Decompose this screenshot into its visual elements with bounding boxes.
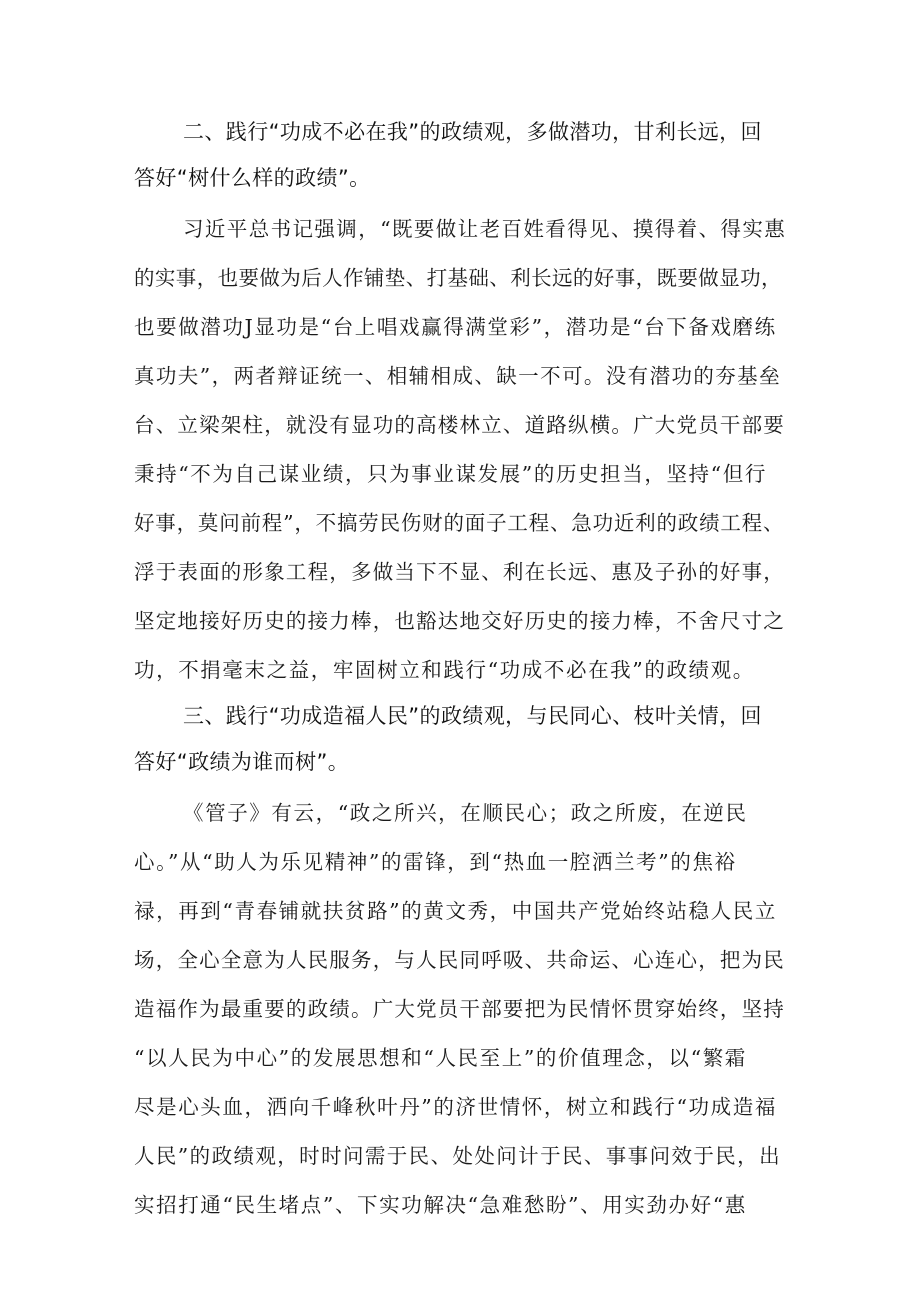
section3-heading-line-1: 三、践行“功成造福人民”的政绩观，与民同心、枝叶关情，回	[183, 704, 762, 728]
section2-heading-line-2: 答好“树什么样的政绩”。	[134, 166, 371, 190]
section3-heading-line-2: 答好“政绩为谁而树”。	[134, 750, 350, 774]
section3-body-line-9: 实招打通“民生堵点”、下实功解决“急难愁盼”、用实劲办好“惠	[134, 1193, 747, 1217]
section2-body-line-9: 坚定地接好历史的接力棒，也豁达地交好历史的接力棒，不舍尺寸之	[134, 609, 785, 633]
section3-body-line-2: 心。”从“助人为乐见精神”的雷锋，到“热血一腔洒兰考”的焦裕	[134, 850, 737, 874]
section2-heading-line-1: 二、践行“功成不必在我”的政绩观，多做潜功，甘利长远，回	[183, 120, 762, 144]
section2-body-line-1: 习近平总书记强调，“既要做让老百姓看得见、摸得着、得实惠	[183, 217, 787, 241]
section3-body-line-1: 《管子》有云，“政之所兴，在顺民心；政之所废，在逆民	[183, 801, 748, 825]
section2-body-line-2: 的实事，也要做为后人作铺垫、打基础、利长远的好事，既要做显功，	[134, 266, 782, 290]
section2-body-line-8: 浮于表面的形象工程，多做当下不显、利在长远、惠及子孙的好事，	[134, 560, 785, 584]
section2-body-line-7: 好事，莫问前程”，不搞劳民伤财的面子工程、急功近利的政绩工程、	[134, 511, 785, 535]
section2-body-line-4: 真功夫”，两者辩证统一、相辅相成、缺一不可。没有潜功的夯基垒	[134, 364, 781, 388]
section2-body-line-3: 也要做潜功J显功是“台上唱戏赢得满堂彩”，潜功是“台下备戏磨练	[134, 315, 777, 339]
section3-body-line-4: 场，全心全意为人民服务，与人民同呼吸、共命运、心连心，把为民	[134, 948, 785, 972]
section3-body-line-3: 禄，再到“青春铺就扶贫路”的黄文秀，中国共产党始终站稳人民立	[134, 899, 777, 923]
section3-body-line-6: “以人民为中心”的发展思想和“人民至上”的价值理念，以“繁霜	[134, 1046, 747, 1070]
section2-body-line-5: 台、立梁架柱，就没有显功的高楼林立、道路纵横。广大党员干部要	[134, 413, 785, 437]
section3-body-line-8: 人民”的政绩观，时时问需于民、处处问计于民、事事问效于民，出	[134, 1144, 781, 1168]
section3-body-line-5: 造福作为最重要的政绩。广大党员干部要把为民情怀贯穿始终，坚持	[134, 997, 785, 1021]
section3-body-line-7: 尽是心头血，洒向千峰秋叶丹”的济世情怀，树立和践行“功成造福	[134, 1095, 777, 1119]
section2-body-line-10: 功，不捐毫末之益，牢固树立和践行“功成不必在我”的政绩观。	[134, 658, 755, 682]
section2-body-line-6: 秉持“不为自己谋业绩，只为事业谋发展”的历史担当，坚持“但行	[134, 462, 767, 486]
